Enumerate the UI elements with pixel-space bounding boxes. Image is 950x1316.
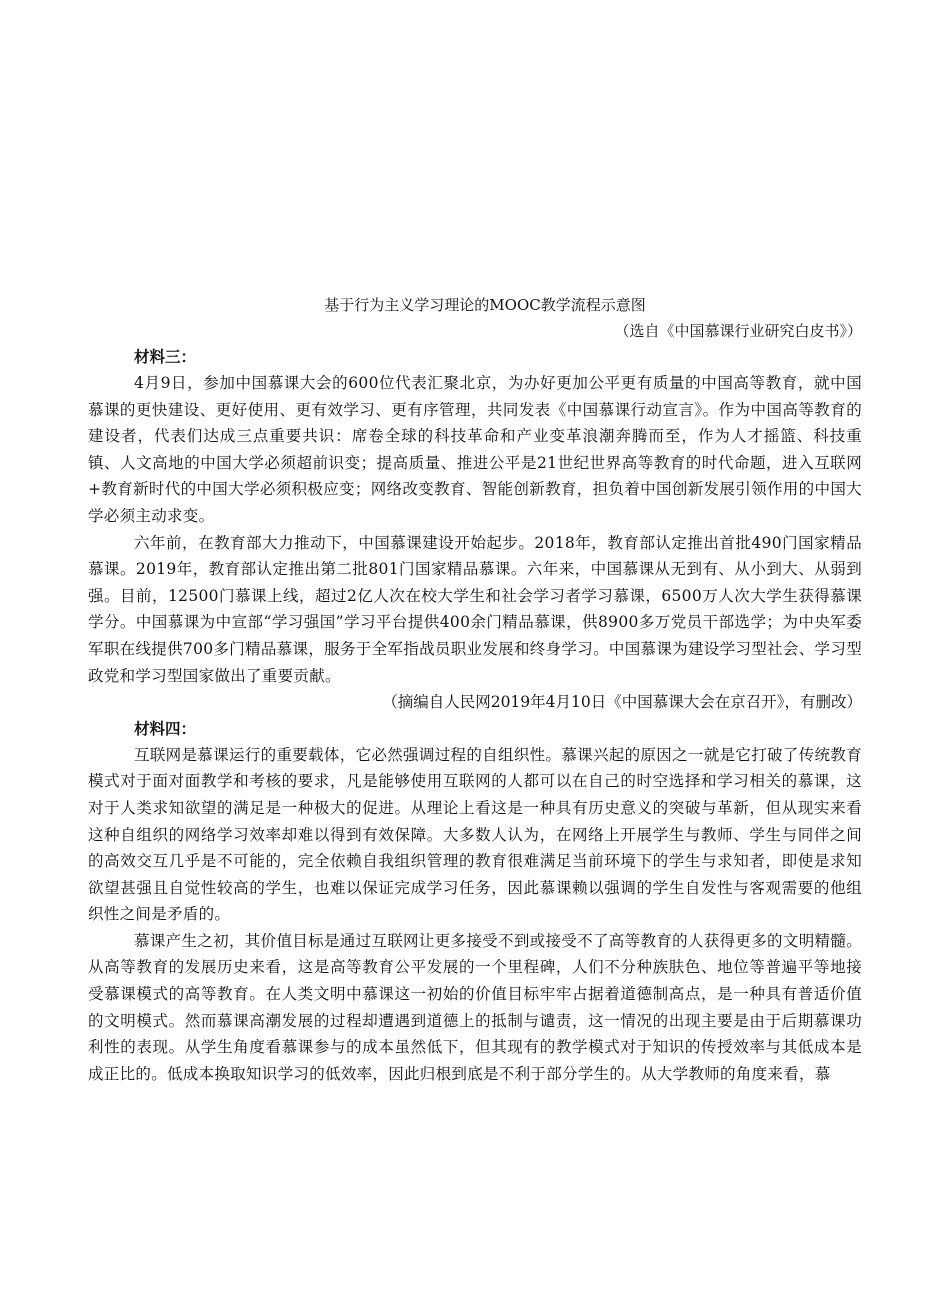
material3-heading: 材料三：	[134, 347, 197, 366]
document-content	[88, 292, 862, 1087]
material3-paragraph-2: 六年前，在教育部大力推动下，中国慕课建设开始起步。2018年，教育部认定推出首批490门国家精品慕课。2019年，教育部认定推出第二批801门国家精品慕课。六年来，中国慕课从无到有、从小到大、从弱到强。目前，12500门慕课上线，超过2亿人次在校大学生和社会学习者学习慕课，6500万人次大学生获得慕课学分。中国慕课为中宣部“学习强国”学习平台提供400余门精品慕课，供8900多万党员干部选学；为中央军委军职在线提供700多门精品慕课，服务于全军指战员职业发展和终身学习。中国慕课为建设学习型社会、学习型政党和学习型国家做出了重要贡献。	[88, 533, 862, 685]
material3-paragraph-1: 4月9日，参加中国慕课大会的600位代表汇聚北京，为办好更加公平更有质量的中国高等教育，就中国慕课的更快建设、更好使用、更有效学习、更有序管理，共同发表《中国慕课行动宣言》。作为中国高等教育的建设者，代表们达成三点重要共识：席卷全球的科技革命和产业变革浪潮奔腾而至，作为人才摇篮、科技重镇、人文高地的中国大学必须超前识变；提高质量、推进公平是21世纪世界高等教育的时代命题，进入互联网+教育新时代的中国大学必须积极应变；网络改变教育、智能创新教育，担负着中国创新发展引领作用的中国大学必须主动求变。	[88, 374, 862, 525]
material3-citation: （摘编自人民网2019年4月10日《中国慕课大会在京召开》，有删改）	[382, 693, 862, 712]
figure-blank-area	[0, 0, 950, 292]
figure-caption: 基于行为主义学习理论的MOOC教学流程示意图	[324, 296, 646, 314]
material4-heading: 材料四：	[134, 718, 197, 738]
material4-paragraph-1: 互联网是慕课运行的重要载体，它必然强调过程的自组织性。慕课兴起的原因之一就是它打破了传统教育模式对于面对面教学和考核的要求，凡是能够使用互联网的人都可以在自己的时空选择和学习相关的慕课，这对于人类求知欲望的满足是一种极大的促进。从理论上看这是一种具有历史意义的突破与革新，但从现实来看这种自组织的网络学习效率却难以得到有效保障。大多数人认为，在网络上开展学生与教师、学生与同伴之间的高效交互几乎是不可能的，完全依赖自我组织管理的教育很难满足当前环境下的学生与求知者，即使是求知欲望甚强且自觉性较高的学生，也难以保证完成学习任务，因此慕课赖以强调的学生自发性与客观需要的他组织性之间是矛盾的。	[88, 745, 862, 924]
figure-source: （选自《中国慕课行业研究白皮书》）	[614, 322, 862, 340]
material4-paragraph-2: 慕课产生之初，其价值目标是通过互联网让更多接受不到或接受不了高等教育的人获得更多的文明精髓。从高等教育的发展历史来看，这是高等教育公平发展的一个里程碑，人们不分种族肤色、地位等普遍平等地接受慕课模式的高等教育。在人类文明中慕课这一初始的价值目标牢牢占据着道德制高点，是一种具有普适价值的文明模式。然而慕课高潮发展的过程却遭遇到道德上的抵制与谴责，这一情况的出现主要是由于后期慕课功利性的表现。从学生角度看慕课参与的成本虽然低下，但其现有的教学模式对于知识的传授效率与其低成本是成正比的。低成本换取知识学习的低效率，因此归根到底是不利于部分学生的。从大学教师的角度来看，慕	[88, 931, 862, 1083]
